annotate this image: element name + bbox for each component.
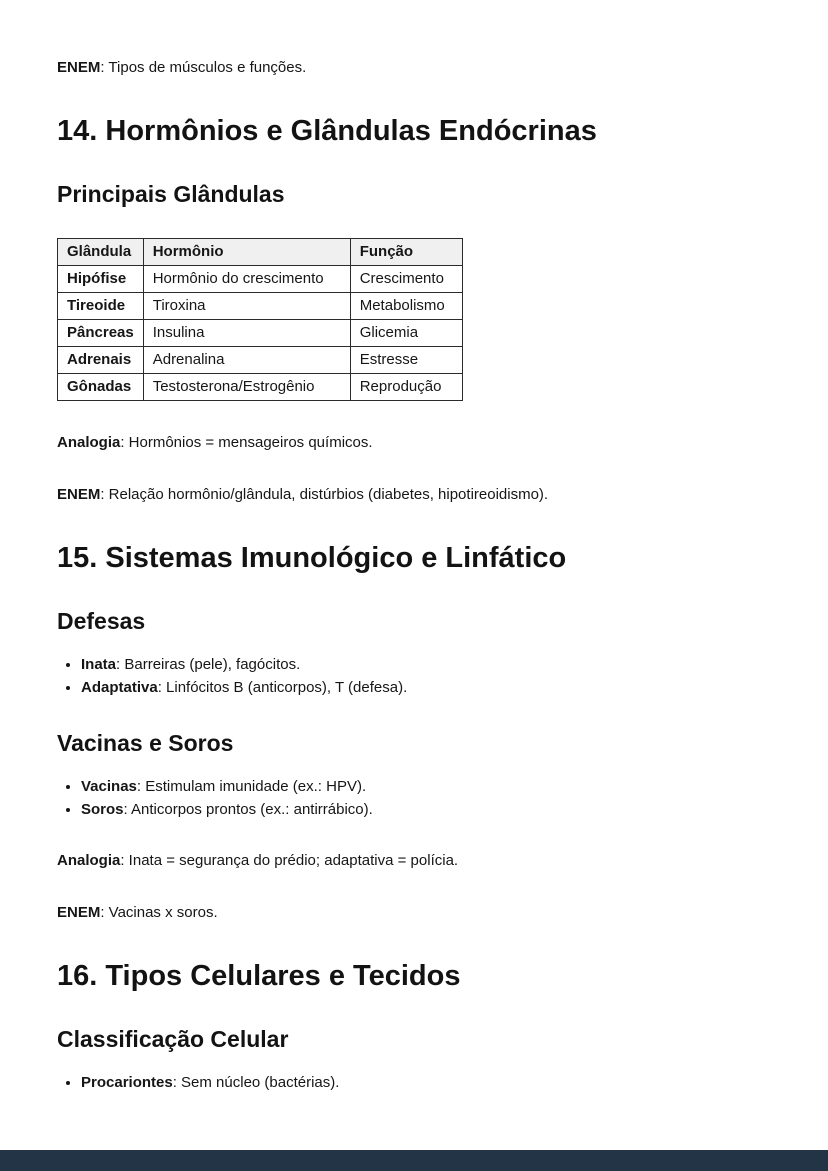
- glands-table-body: [58, 266, 463, 401]
- table-row: [58, 320, 463, 347]
- section-title-14: 14. Hormônios e Glândulas Endócrinas: [57, 115, 597, 147]
- table-cell-gland: Tireoide: [58, 293, 144, 320]
- list-item-text: : Sem núcleo (bactérias).: [172, 1074, 340, 1091]
- note-text: : Inata = segurança do prédio; adaptativa = polícia.: [120, 852, 459, 869]
- list-item: [81, 800, 771, 819]
- table-cell-hormone: Testosterona/Estrogênio: [143, 374, 350, 401]
- section-title-16: 16. Tipos Celulares e Tecidos: [57, 960, 461, 992]
- table-cell-gland: Hipófise: [58, 266, 144, 293]
- list-item-label: Vacinas: [81, 778, 137, 795]
- glands-table-head: [58, 239, 463, 266]
- section-title-15: 15. Sistemas Imunológico e Linfático: [57, 542, 567, 574]
- list-item: [81, 678, 771, 697]
- note-text: : Relação hormônio/glândula, distúrbios (diabetes, hipotireoidismo).: [100, 486, 549, 503]
- subsection-title-glands: Principais Glândulas: [57, 181, 285, 207]
- table-cell-gland: Adrenais: [58, 347, 144, 374]
- table-cell-hormone: Hormônio do crescimento: [143, 266, 350, 293]
- table-header-cell-hormone: Hormônio: [143, 239, 350, 266]
- glands-table: [57, 238, 463, 401]
- table-cell-function: Glicemia: [350, 320, 462, 347]
- subsection-title-cell-classification: Classificação Celular: [57, 1026, 289, 1052]
- table-cell-hormone: Insulina: [143, 320, 350, 347]
- table-cell-gland: Pâncreas: [58, 320, 144, 347]
- table-row: [58, 293, 463, 320]
- page-footer-bar: [0, 1150, 828, 1171]
- list-item-text: : Anticorpos prontos (ex.: antirrábico).: [123, 801, 373, 818]
- list-item-label: Procariontes: [81, 1074, 173, 1091]
- vaccines-list: [57, 777, 771, 819]
- subsection-title-vaccines: Vacinas e Soros: [57, 730, 234, 756]
- analogy-note-immune: [57, 851, 771, 871]
- list-item-text: : Linfócitos B (anticorpos), T (defesa).: [157, 679, 408, 696]
- table-cell-function: Reprodução: [350, 374, 462, 401]
- list-item-label: Adaptativa: [81, 679, 158, 696]
- list-item-label: Inata: [81, 656, 117, 673]
- note-label: ENEM: [57, 486, 101, 503]
- subsection-title-defenses: Defesas: [57, 608, 146, 634]
- table-row: [58, 266, 463, 293]
- enem-note-glands: [57, 485, 771, 505]
- table-cell-function: Crescimento: [350, 266, 462, 293]
- table-cell-hormone: Tiroxina: [143, 293, 350, 320]
- table-cell-function: Estresse: [350, 347, 462, 374]
- table-header-cell-function: Função: [350, 239, 462, 266]
- note-text: : Hormônios = mensageiros químicos.: [120, 434, 373, 451]
- list-item: [81, 1073, 771, 1092]
- table-header-cell-gland: Glândula: [58, 239, 144, 266]
- enem-note-muscles: [57, 58, 771, 78]
- list-item-label: Soros: [81, 801, 124, 818]
- note-text: : Tipos de músculos e funções.: [100, 59, 307, 76]
- note-label: ENEM: [57, 59, 101, 76]
- note-label: ENEM: [57, 904, 101, 921]
- analogy-note-hormones: [57, 433, 771, 453]
- table-row: [58, 347, 463, 374]
- table-cell-function: Metabolismo: [350, 293, 462, 320]
- list-item-text: : Barreiras (pele), fagócitos.: [116, 656, 301, 673]
- list-item: [81, 655, 771, 674]
- note-text: : Vacinas x soros.: [100, 904, 218, 921]
- enem-note-vaccines: [57, 903, 771, 923]
- defenses-list: [57, 655, 771, 697]
- table-row: [58, 374, 463, 401]
- note-label: Analogia: [57, 852, 121, 869]
- note-label: Analogia: [57, 434, 121, 451]
- table-cell-hormone: Adrenalina: [143, 347, 350, 374]
- list-item-text: : Estimulam imunidade (ex.: HPV).: [136, 778, 367, 795]
- list-item: [81, 777, 771, 796]
- table-header-row: [58, 239, 463, 266]
- table-cell-gland: Gônadas: [58, 374, 144, 401]
- cell-classification-list: [57, 1073, 771, 1092]
